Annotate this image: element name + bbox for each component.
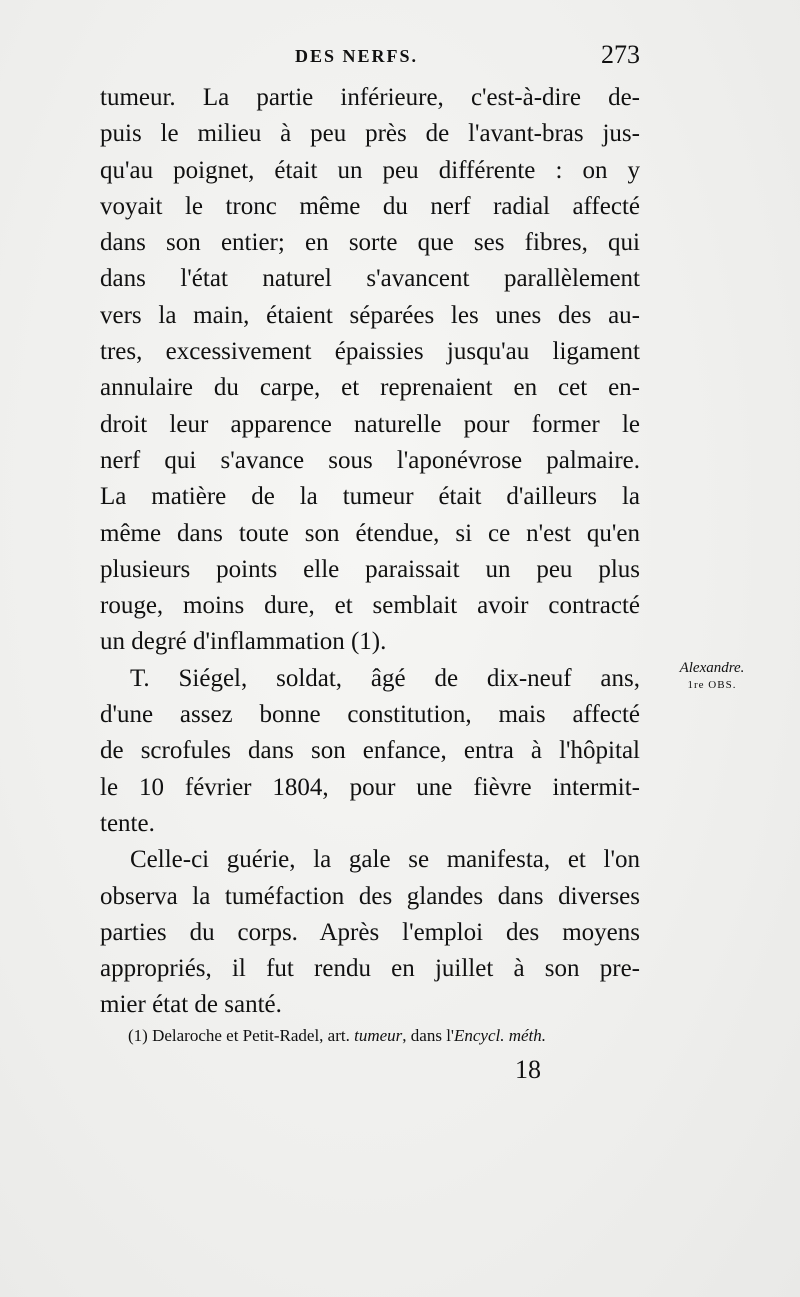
footnote-italic-source: Encycl. méth. (453, 1026, 547, 1045)
text-line: un degré d'inflammation (1). (100, 628, 387, 656)
text-line: voyait le tronc même du nerf radial affecté (100, 192, 640, 220)
footnote-prefix: (1) Delaroche et Petit-Radel, art. (128, 1026, 355, 1045)
text-line: le 10 février 1804, pour une fièvre intermit- (100, 773, 640, 801)
text-line: T. Siégel, soldat, âgé de dix-neuf ans, (130, 664, 640, 692)
footnote (128, 1026, 648, 1046)
text-line: La matière de la tumeur était d'ailleurs la (100, 483, 640, 511)
text-line: annulaire du carpe, et reprenaient en cet en- (100, 374, 640, 402)
text-line: plusieurs points elle paraissait un peu plus (100, 555, 640, 583)
text-line: appropriés, il fut rendu en juillet à son pre- (100, 955, 640, 983)
marginal-note (652, 660, 772, 691)
marginal-note-obs: 1re OBS. (687, 679, 737, 691)
text-line: nerf qui s'avance sous l'aponévrose palmaire. (100, 446, 640, 474)
body-text (100, 80, 640, 1024)
text-line: de scrofules dans son enfance, entra à l'hôpital (100, 737, 640, 765)
text-line: Celle-ci guérie, la gale se manifesta, et l'on (130, 846, 640, 874)
text-line: rouge, moins dure, et semblait avoir contracté (100, 592, 640, 620)
text-line: parties du corps. Après l'emploi des moyens (100, 918, 640, 946)
text-line: observa la tuméfaction des glandes dans diverses (100, 882, 640, 910)
text-line: vers la main, étaient séparées les unes des au- (100, 301, 640, 329)
text-line: dans son entier; en sorte que ses fibres, qui (100, 229, 640, 257)
footnote-middle: , dans l' (402, 1026, 454, 1045)
text-line: puis le milieu à peu près de l'avant-bras jus- (100, 120, 640, 148)
running-head (100, 40, 640, 74)
text-line: tente. (100, 809, 155, 837)
footnote-italic-term: tumeur (354, 1026, 403, 1045)
signature-mark: 18 (515, 1055, 541, 1084)
text-line: droit leur apparence naturelle pour former le (100, 410, 640, 438)
text-line: tumeur. La partie inférieure, c'est-à-dire de- (100, 84, 640, 111)
text-line: mier état de santé. (100, 991, 282, 1019)
text-line: tres, excessivement épaissies jusqu'au ligament (100, 338, 640, 366)
text-line: dans l'état naturel s'avancent parallèlement (100, 265, 640, 293)
running-title: DES NERFS. (295, 46, 419, 66)
text-line: qu'au poignet, était un peu différente : on y (100, 156, 640, 184)
text-line: même dans toute son étendue, si ce n'est qu'en (100, 519, 640, 547)
page-number: 273 (601, 40, 640, 69)
marginal-note-name: Alexandre. (679, 660, 745, 676)
text-line: d'une assez bonne constitution, mais affecté (100, 701, 640, 729)
